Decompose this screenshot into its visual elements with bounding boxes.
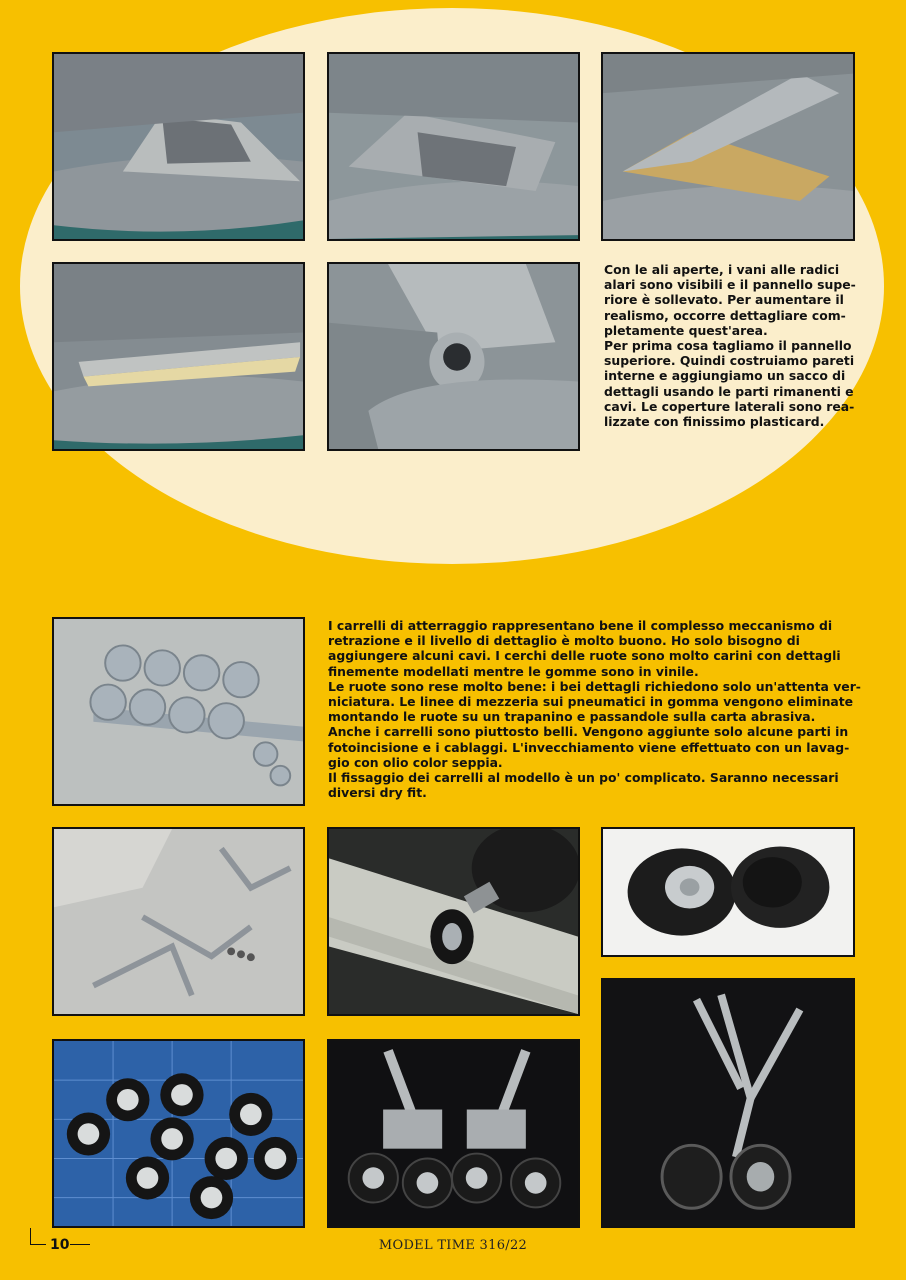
photo-gear-assembled — [601, 978, 855, 1228]
photo-two-tires — [601, 827, 855, 957]
photo-wing-root-bay-2 — [327, 52, 580, 241]
photo-wing-root-bay-3 — [601, 52, 855, 241]
text-landing-gear: I carrelli di atterraggio rappresentano bene il complesso meccanismo di retrazione e il livello di dettaglio è molto buono. Ho solo bisogno di aggiungere alcuni cavi. I cerchi delle ruote sono molto carini con dettagli finemente modellati mentre le gomme sono in vinile. Le ruote sono rese molto bene: i bei dettagli richiedono solo un'attenta ver- niciatura. Le linee di mezzeria sui pneumatici in gomma vengono eliminate montando le ruote su un trapanino e passandole sulla carta abrasiva. Anche i carrelli sono piuttosto belli. Vengono aggiunte solo alcune parti in fotoincisione e i cablaggi. L'invecchiamento viene effettuato con un lavag- gio con olio color seppia. Il fissaggio dei carrelli al modello è un po' complicato. Saranno necessari diversi dry fit. — [328, 618, 861, 801]
photo-main-gears — [327, 1039, 580, 1228]
photo-wing-root-bay-1 — [52, 52, 305, 241]
photo-wheels-parts — [52, 617, 305, 806]
photo-wing-hinge — [327, 262, 580, 451]
photo-tire-sanding — [327, 827, 580, 1016]
photo-gear-parts-sprue — [52, 827, 305, 1016]
photo-wing-panel-cut — [52, 262, 305, 451]
text-wing-bays: Con le ali aperte, i vani alle radici alari sono visibili e il pannello supe- riore è sollevato. Per aumentare il realismo, occorre dettagliare com- pletamente quest'area. Per prima cosa tagliamo il pannello superiore. Quindi costruiamo pareti interne e aggiungiamo un sacco di dettagli usando le parti rimanenti e cavi. Le coperture laterali sono rea- lizzate con finissimo plasticard. — [604, 262, 856, 430]
magazine-issue: MODEL TIME 316/22 — [378, 1238, 528, 1253]
photo-painted-wheels — [52, 1039, 305, 1228]
page-number: 10 — [50, 1237, 70, 1253]
